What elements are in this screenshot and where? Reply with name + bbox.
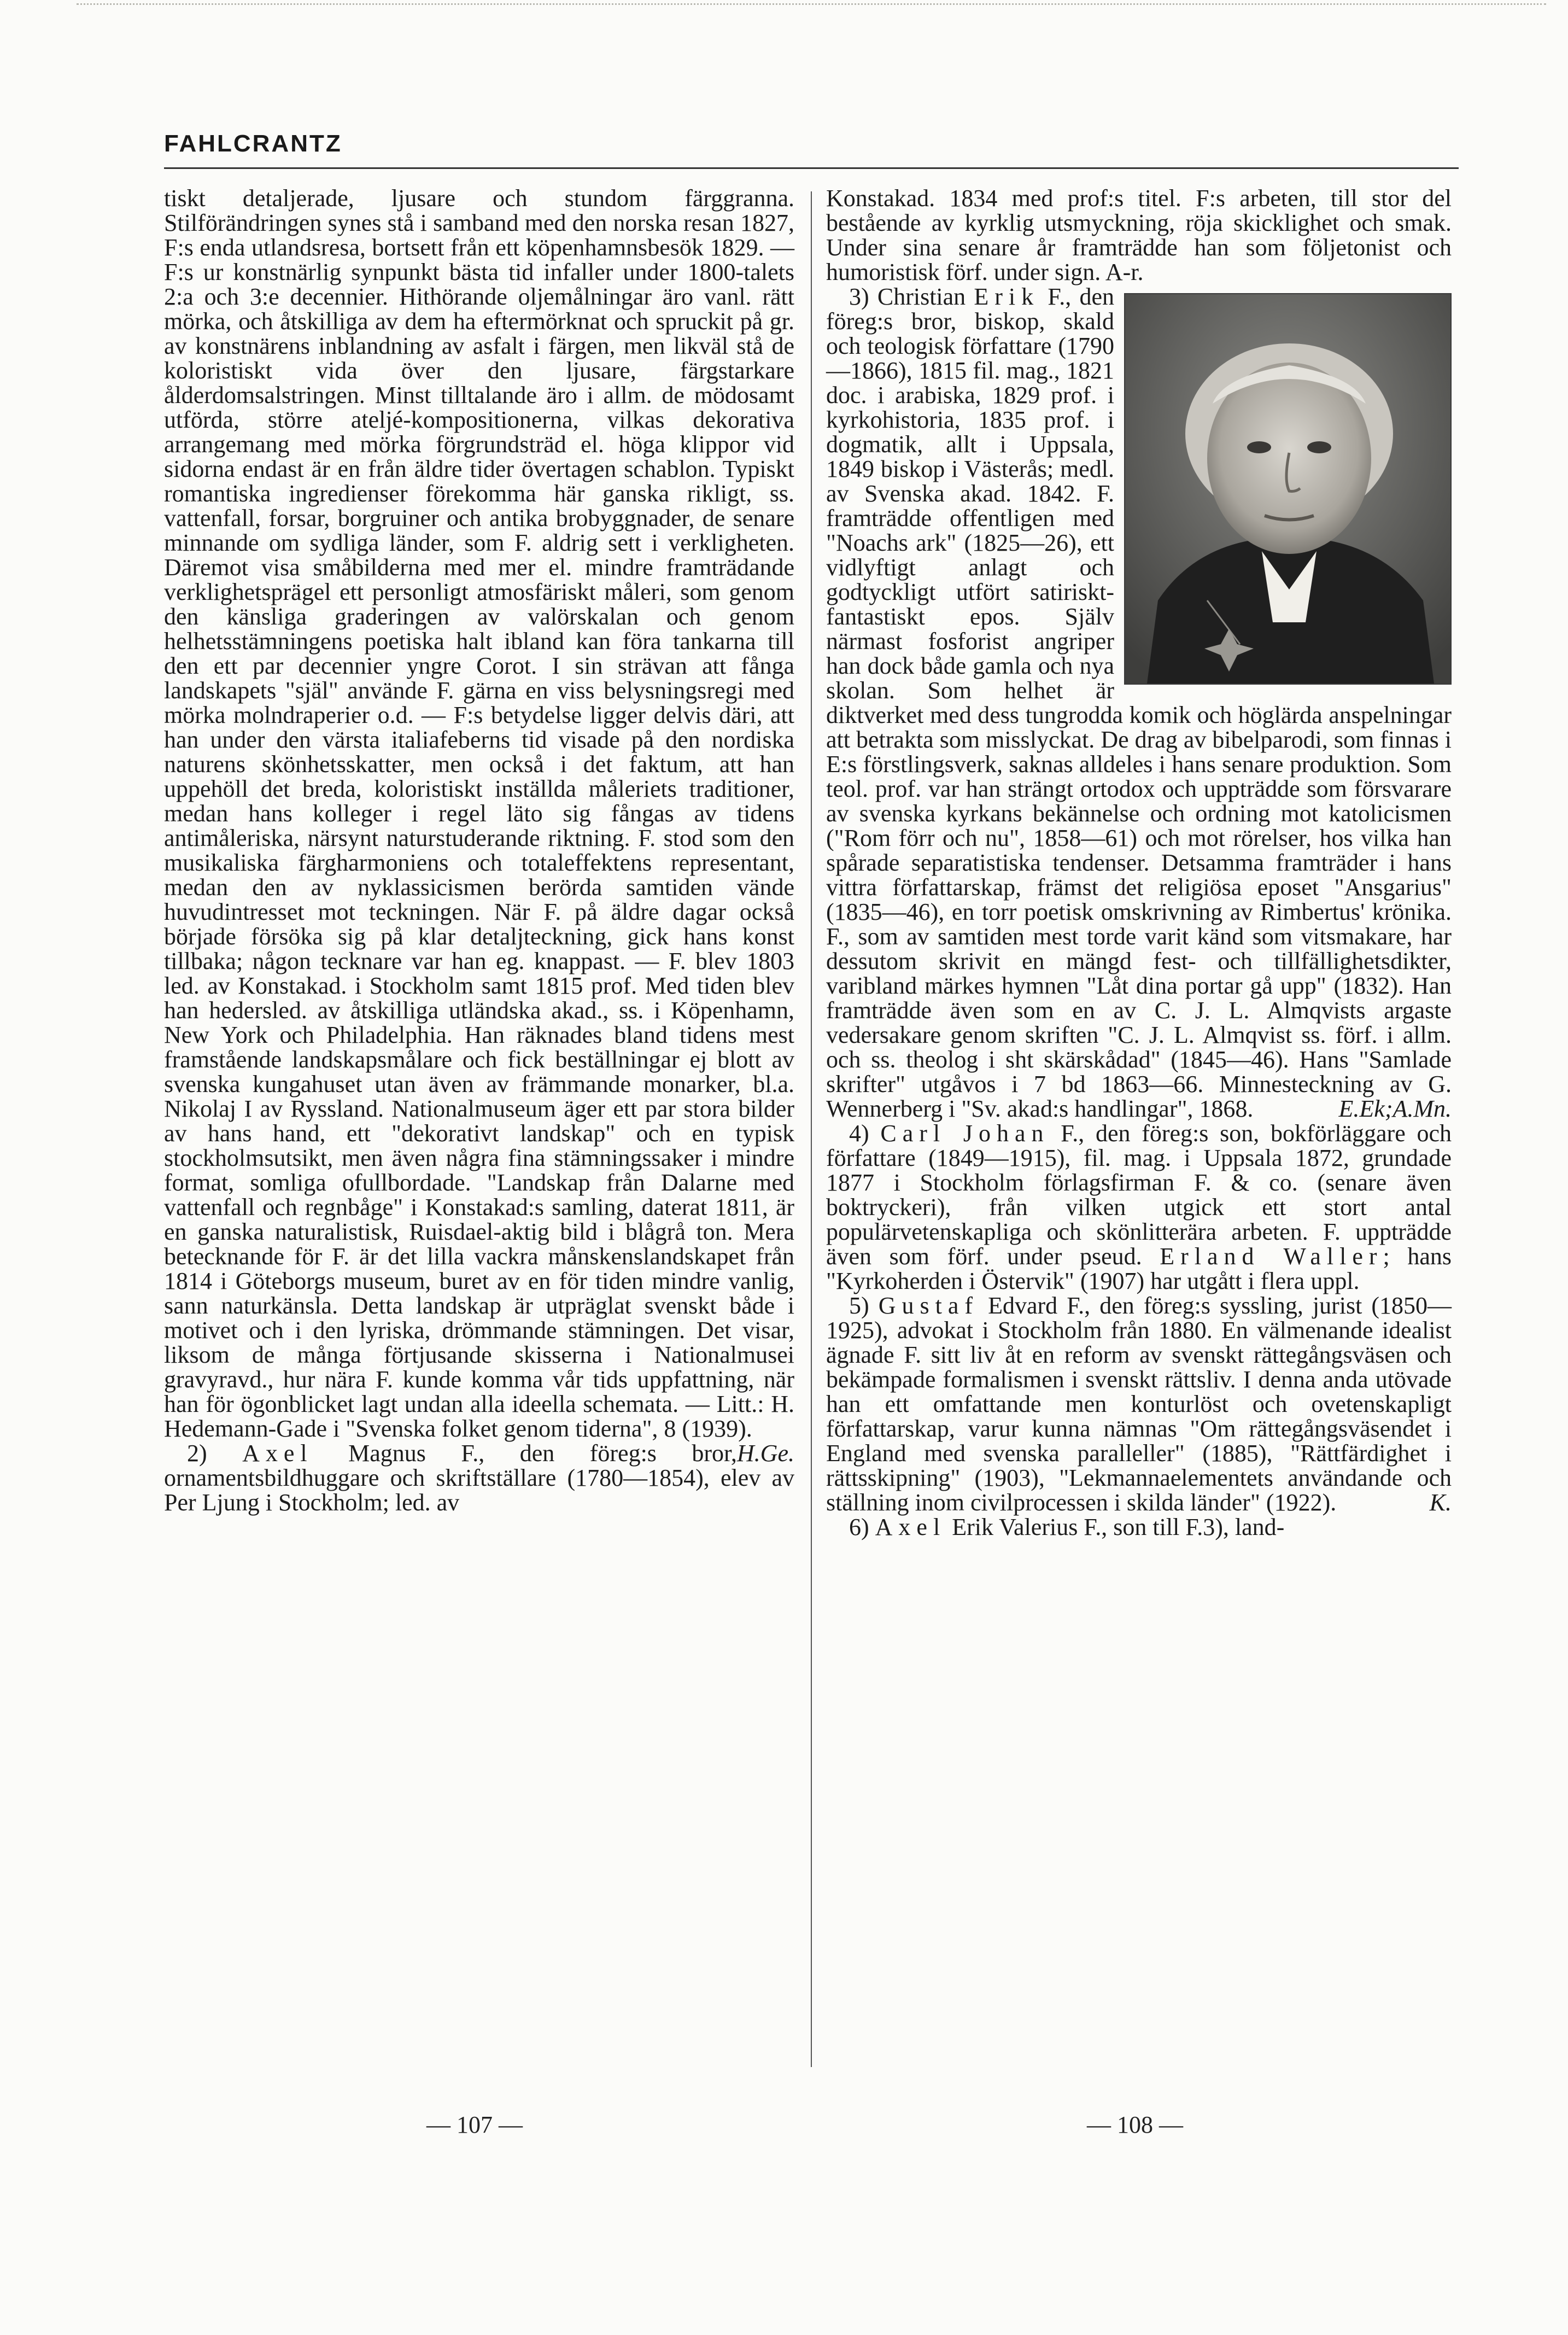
- entry-number: 5): [849, 1292, 869, 1319]
- entry-first-name: Christian: [877, 283, 966, 310]
- column-divider: [811, 191, 812, 2067]
- entry-axel-magnus: [164, 1441, 794, 1515]
- entry-number: 3): [849, 283, 869, 310]
- entry-number: 2): [187, 1440, 207, 1467]
- running-head: FAHLCRANTZ: [164, 130, 342, 157]
- entry-text-tail: ; hans "Kyrkoherden i Östervik" (1907) har utgått i flera uppl.: [826, 1243, 1452, 1294]
- entry-carl-johan: [826, 1121, 1452, 1293]
- author-signature: E.Ek;A.Mn.: [1338, 1095, 1452, 1122]
- entry-number: 6): [849, 1514, 869, 1540]
- entry-text: Erik Valerius F., son till F.3), land-: [952, 1514, 1285, 1540]
- entry-name: Erik: [974, 283, 1040, 310]
- author-signature: K.: [1429, 1489, 1452, 1516]
- entry-text: Magnus F., den föreg:s bror, ornamentsbildhuggare och skriftställare (1780—1854), elev av Per Ljung i Stockholm; led. av: [164, 1440, 794, 1516]
- entry-gustaf-edvard: [826, 1293, 1452, 1515]
- entry-christian-erik: [826, 284, 1452, 1121]
- entry-name: Axel: [242, 1440, 313, 1467]
- entry-continuation: Konstakad. 1834 med prof:s titel. F:s arbeten, till stor del bestående av kyrklig utsmyckning, röja skicklighet och smak. Under sina senare år framträdde han som följetonist och humoristisk förf. under sign. A-r.: [826, 185, 1452, 285]
- portrait-photo-icon: [1125, 294, 1450, 684]
- entry-name: Gustaf: [878, 1292, 979, 1319]
- right-column: [826, 186, 1452, 1539]
- header-rule: [164, 167, 1459, 169]
- entry-text: tiskt detaljerade, ljusare och stundom färggranna. Stilförändringen synes stå i samband med den norska resan 1827, F:s enda utlandsresa, bortsett från ett köpenhamnsbesök 1829. — F:s ur konstnärlig synpunkt bästa tid infaller under 1800-talets 2:a och 3:e decennier. Hithörande oljemålningar äro vanl. rätt mörka, och åtskilliga av dem ha eftermörknat och spruckit på gr. av konstnärens inblandning av asfalt i färgen, men likväl stå de koloristiskt vida över den ljusare, färgstarkare ålderdomsalstringen. Minst tilltalande äro i allm. de mödosamt utförda, större ateljé-kompositionerna, vilkas dekorativa arrangemang med mörka förgrundsträd el. höga klippor vid sidorna endast är en från äldre tider övertagen schablon. Typiskt romantiska ingredienser förekomma här ganska rikligt, ss. vattenfall, forsar, borgruiner och antika brobyggnader, de senare minnande om sydliga länder, som F. aldrig sett i verkligheten. Däremot visa småbilderna med mer el. mindre framträdande verklighetsprägel ett personligt atmosfäriskt måleri, som genom den känsliga graderingen av valörskalan och genom helhetsstämningens poetiska halt ibland kan föra tankarna till den ett par decennier yngre Corot. I sin strävan att fånga landskapets "själ" använde F. gärna en viss belysningsregi med mörka molndraperier o.d. — F:s betydelse ligger delvis däri, att han under den värsta italiafeberns tid visade på den nordiska naturens skönhetsskatter, men också i det faktum, att han uppehöll det breda, koloristiskt inställda måleriets traditioner, medan hans kolleger i regel läto sig fångas av tidens antimåleriska, närsynt naturstuderande riktning. F. stod som den musikaliska färgharmoniens och totaleffektens representant, medan den av nyklassicismen berörda samtiden vände huvudintresset mot teckningen. När F. på äldre dagar också började försöka sig på klar detaljteckning, gick hans konst tillbaka; någon tecknare var han eg. knappast. — F. blev 1803 led. av Konstakad. i Stockholm samt 1815 prof. Med tiden blev han hedersled. av åtskilliga utländska akad., ss. i Köpenhamn, New York och Philadelphia. Han räknades bland tidens mest framstående landskapsmålare och fick beställningar ej blott av svenska kungahuset utan även av främmande monarker, bl.a. Nikolaj I av Ryssland. Nationalmuseum äger ett par stora bilder av hans hand, ett "dekorativt landskap" och en typisk stockholmsutsikt, men även några fina stämningssaker i mindre format, somliga ofullbordade. "Landskap från Dalarne med vattenfall och regnbåge" i Konstakad:s samling, daterat 1811, är en ganska naturalistisk, Ruisdael-aktig bild i blågrå ton. Mera betecknande för F. är det lilla vackra månskenslandskapet från 1814 i Göteborgs museum, buret av en för tiden mindre vanlig, sann naturkänsla. Detta landskap är utpräglat svenskt både i motivet och i den lyriska, drömmande stämningen. Det visar, liksom de många förtjusande skisserna i Nationalmusei gravyravd., hur nära F. kunde komma vår tids uppfattning, när han för ögonblicket lagt undan alla ideella schemata. — Litt.: H. Hedemann-Gade i "Svenska folket genom tiderna", 8 (1939).: [164, 185, 794, 1442]
- entry-number: 4): [849, 1120, 869, 1147]
- entry-name: Carl Johan: [880, 1120, 1050, 1147]
- page-number-right: — 108 —: [1087, 2111, 1183, 2138]
- left-column: [164, 186, 794, 1515]
- entry-text: F., den föreg:s son, bokförläggare och författare (1849—1915), fil. mag. i Uppsala 1872, grundade 1877 i Stockholm förlagsfirman F. & co. (senare även boktryckeri), från vilken utgick ett stort antal populärvetenskapliga och skönlitterära arbeten. F. uppträdde även som förf. under pseud.: [826, 1120, 1452, 1270]
- entry-text: Edvard F., den föreg:s syssling, jurist (1850—1925), advokat i Stockholm från 1880. En välmenande idealist ägnade F. sitt liv åt en reform av svenskt rättegångsväsen och bekämpade formalismen i svenskt rättsliv. I denna anda utövade han ett omfattande men konturlöst och ovetenskapligt författarskap, varur kunna nämnas "Om rättegångsväsendet i England med svenska paralleller" (1885), "Rättfärdighet i rättsskipning" (1903), "Lekmannaelementets användande och ställning inom civilprocessen i skilda länder" (1922).: [826, 1292, 1452, 1516]
- entry-axel-erik-valerius: [826, 1515, 1452, 1539]
- page-number-left: — 107 —: [426, 2111, 523, 2138]
- author-signature: H.Ge.: [736, 1440, 794, 1467]
- entry-text: F., den föreg:s bror, biskop, skald och teologisk författare (1790—1866), 1815 fil. mag., 1821 doc. i arabiska, 1829 prof. i kyrkohistoria, 1835 prof. i dogmatik, allt i Uppsala, 1849 biskop i Västerås; medl. av Svenska akad. 1842. F. framträdde offentligen med "Noachs ark" (1825—26), ett vidlyftigt anlagt och godtyckligt utfört satiriskt-fantastiskt epos. Själv närmast fosforist angriper han dock både gamla och nya skolan. Som helhet är diktverket med dess tungrodda komik och höglärda anspelningar att betrakta som misslyckat. De drag av bibelparodi, som finnas i E:s förstlingsverk, saknas alldeles i hans senare produktion. Som teol. prof. var han strängt ortodox och uppträdde som försvarare av svenska kyrkans bekännelse och ordning mot katolicismen ("Rom förr och nu", 1858—61) och mot rörelser, hos vilka han spårade separatistiska tendenser. Detsamma framträder i hans vittra författarskap, främst det religiösa eposet "Ansgarius" (1835—46), en torr poetisk omskrivning av Rimbertus' krönika. F., som av samtiden mest torde varit känd som vitsmakare, har dessutom skrivit en mängd fest- och tillfällighetsdikter, varibland märkes hymnen "Låt dina portar gå upp" (1832). Han framträdde även som en av C. J. L. Almqvists argaste vedersakare genom skriften "C. J. L. Almqvist ss. förf. i allm. och ss. theolog i sht skärskådad" (1845—46). Hans "Samlade skrifter" utgåvos i 7 bd 1863—66. Minnesteckning av G. Wennerberg i "Sv. akad:s handlingar", 1868.: [826, 283, 1452, 1122]
- entry-pseudonym: Erland Waller: [1160, 1243, 1383, 1270]
- portrait-photo: [1124, 293, 1452, 685]
- entry-name: Axel: [875, 1514, 946, 1540]
- top-edge-dotted-line: [77, 3, 1546, 5]
